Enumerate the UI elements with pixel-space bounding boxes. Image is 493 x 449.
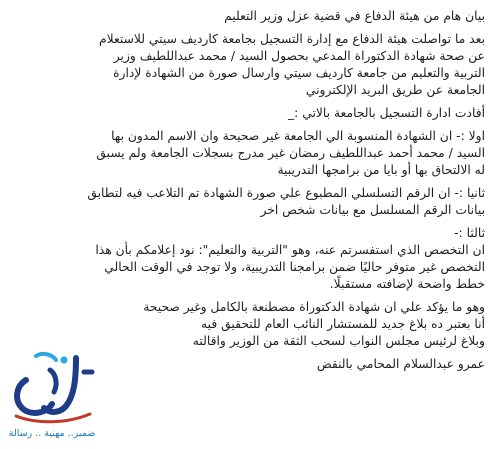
post-line: ثالثا :- bbox=[454, 226, 485, 240]
post-line: وبلاغ لرئيس مجلس النواب لسحب الثقة من الوزير واقالته bbox=[192, 334, 485, 348]
post-line: عن صحة شهادة الدكتوراة المدعي بحصول السيد / محمد عبداللطيف وزير bbox=[113, 49, 485, 63]
post-paragraph-4 bbox=[8, 185, 485, 219]
post-line: وهو ما يؤكد علي ان شهادة الدكتوراة مصطنعة بالكامل وغير صحيحة bbox=[143, 300, 485, 314]
logo-tagline: ضمير.. مهنية .. رسالة bbox=[8, 428, 96, 439]
post-title: بيان هام من هيئة الدفاع في قضية عزل وزير التعليم bbox=[224, 9, 485, 23]
post-line: أنا بعتبر ده بلاغ جديد للمستشار النائب العام للتحقيق فيه bbox=[201, 317, 485, 331]
post-line: له الالتحاق بها أو بايا من برامجها التدريبية bbox=[277, 163, 485, 177]
post-line: ان التخصص الذي استفسرتم عنه، وهو "التربية والتعليم": نود إعلامكم بأن هذا bbox=[95, 243, 485, 257]
post-line: بعد ما تواصلت هيئة الدفاع مع إدارة التسجيل بجامعة كارديف سيتي للاستعلام bbox=[99, 32, 485, 46]
post-paragraph-5 bbox=[8, 225, 485, 293]
post-line: بيانات الرقم المسلسل مع بيانات شخص اخر bbox=[260, 203, 485, 217]
post-line: ثانيا :- ان الرقم التسلسلي المطبوع علي صورة الشهادة تم التلاعب فيه لتطابق bbox=[87, 186, 485, 200]
post-line: التربية والتعليم من جامعة كارديف سيتي وارسال صورة من الشهادة لإدارة bbox=[113, 66, 485, 80]
post-line: خطط واضحة لإضافته مستقبلًا. bbox=[329, 277, 485, 291]
post-line: اولا :- ان الشهادة المنسوبة الي الجامعة غير صحيحة وان الاسم المدون بها bbox=[111, 129, 485, 143]
post-paragraph-1 bbox=[8, 31, 485, 99]
post-paragraph-3 bbox=[8, 128, 485, 179]
watermark-logo bbox=[2, 350, 102, 449]
post-paragraph-6 bbox=[8, 299, 485, 350]
post-line: التخصص غير متوفر حاليًا ضمن برامجنا التدريبية، ولا توجد في الوقت الحالي bbox=[104, 260, 485, 274]
post-signature: عمرو عبدالسلام المحامي بالنقض bbox=[316, 357, 485, 371]
logo-mark-icon bbox=[6, 350, 98, 428]
post-line: السيد / محمد أحمد عبداللطيف رمضان غير مدرج بسجلات الجامعة ولم يسبق bbox=[96, 146, 485, 160]
post-line: الجامعة عن طريق البريد الإلكتروني bbox=[305, 83, 485, 97]
post-paragraph-2: أفادت ادارة التسجيل بالجامعة بالاتي :_ bbox=[288, 106, 485, 120]
